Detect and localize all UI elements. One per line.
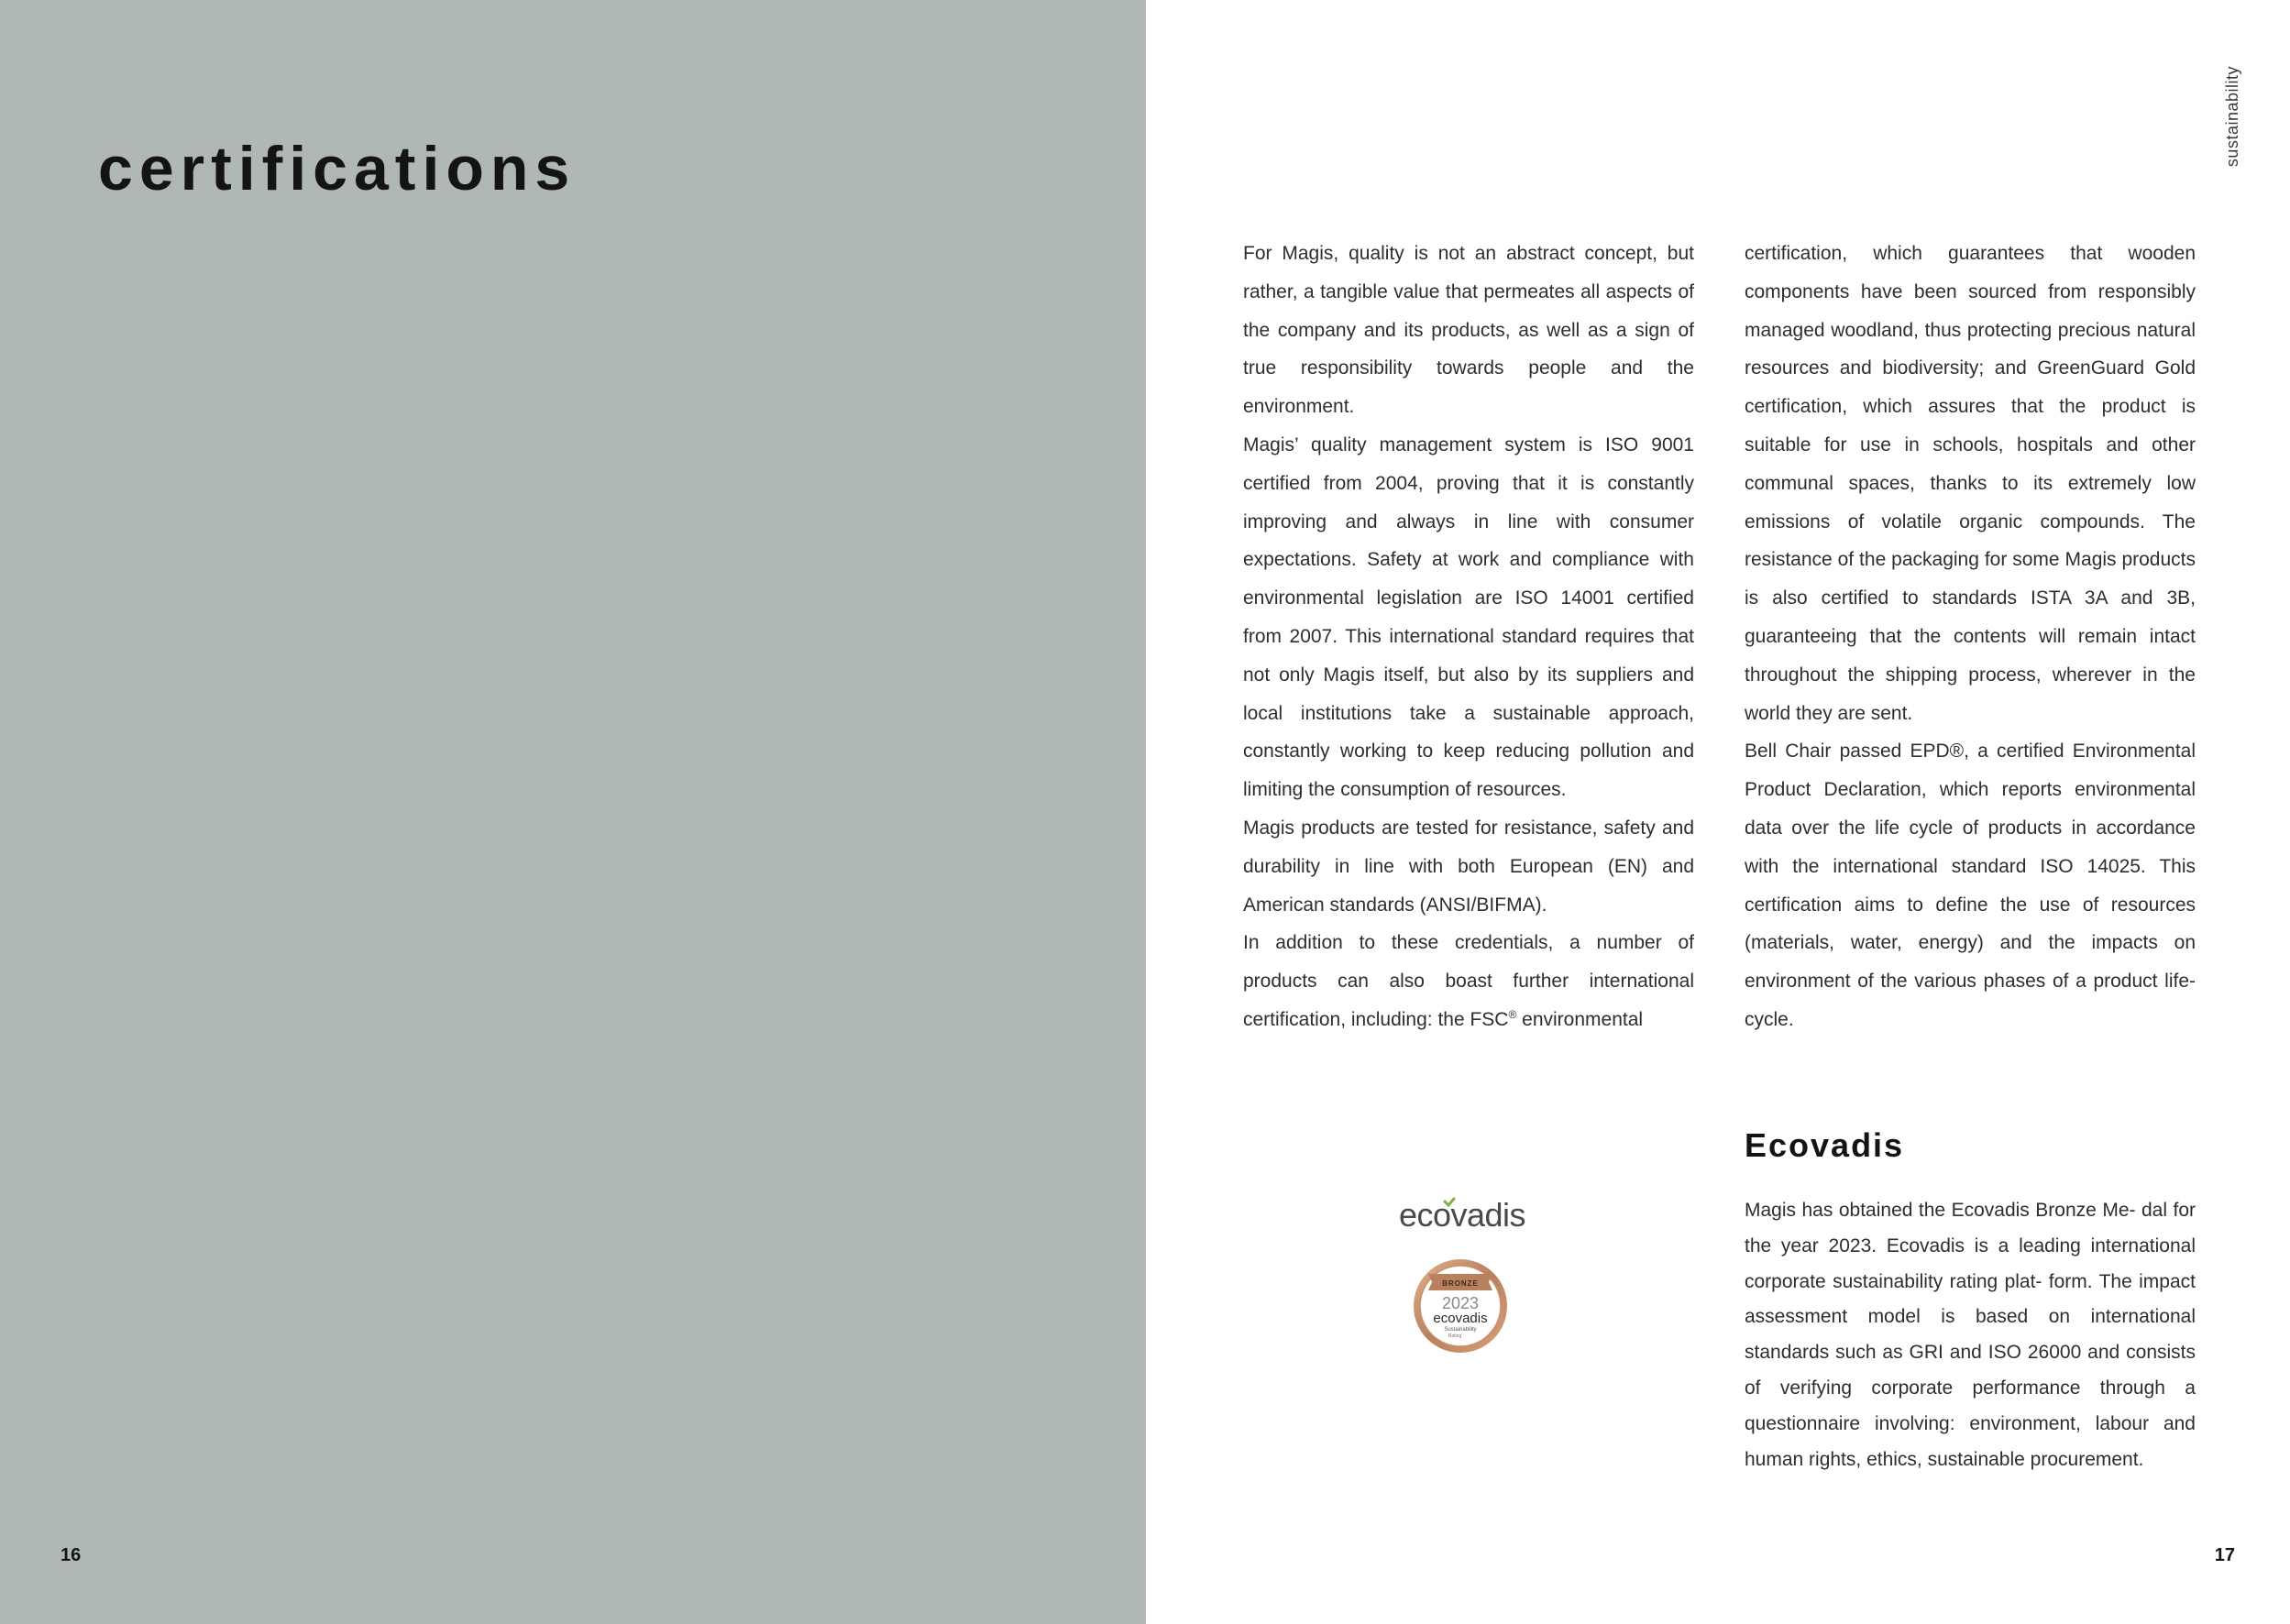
- medal-year: 2023: [1441, 1294, 1480, 1312]
- text-column-1: [1243, 235, 1694, 1039]
- medal-brand: ecovadis: [1433, 1311, 1488, 1326]
- ecovadis-paragraph: Magis has obtained the Ecovadis Bronze Me- dal for the year 2023. Ecovadis is a leading international corporate sustainability rating plat- form. The impact assessment model is based on international standards such as GRI and ISO 26000 and consists of verifying corporate performance through a questionnaire involving: environment, labour and human rights, ethics, sustainable procurement.: [1745, 1200, 2196, 1470]
- fsc-text-before: In addition to these credentials, a number of products can also boast further international certification, including: the FSC: [1243, 932, 1694, 1030]
- ecovadis-logo-text: ecovadis: [1398, 1196, 1526, 1234]
- page-number-left: 16: [61, 1545, 82, 1565]
- medal-tier: BRONZE: [1442, 1279, 1479, 1288]
- paragraph-quality-concept: For Magis, quality is not an abstract concept, but rather, a tangible value that permeates all aspects of the company and its products, as well as a sign of true responsibility towards people and the environment.: [1243, 243, 1694, 418]
- paragraph-bell-chair-epd: Bell Chair passed EPD®, a certified Environmental Product Declaration, which reports environmental data over the life cycle of products in accordance with the international standard ISO 14025. This certification aims to define the use of resources (materials, water, energy) and the impacts on environment of the various phases of a product life-cycle.: [1745, 741, 2196, 1030]
- registered-mark: ®: [1508, 1007, 1517, 1021]
- medal-line-2: Rating: [1448, 1333, 1462, 1339]
- page-number-right: 17: [2214, 1545, 2235, 1565]
- text-column-2: [1745, 235, 2196, 1039]
- ecovadis-bronze-medal: [1412, 1257, 1509, 1355]
- ecovadis-logo: [1384, 1191, 1540, 1237]
- paragraph-product-testing: Magis products are tested for resistance, safety and durability in line with both European (EN) and American standards (ANSI/BIFMA).: [1243, 817, 1694, 916]
- paragraph-fsc-greenguard: certification, which guarantees that wooden components have been sourced from responsibly managed woodland, thus protecting precious natural resources and biodiversity; and GreenGuard Gold certification, which assures that the product is suitable for use in schools, hospitals and other communal spaces, thanks to its extremely low emissions of volatile organic compounds. The resistance of the packaging for some Magis products is also certified to standards ISTA 3A and 3B, guaranteeing that the contents will remain intact throughout the shipping process, wherever in the world they are sent.: [1745, 243, 2196, 724]
- fsc-text-after: environmental: [1516, 1008, 1644, 1030]
- paragraph-further-certifications: [1243, 924, 1694, 1038]
- ecovadis-heading: Ecovadis: [1745, 1126, 1905, 1164]
- page-title: certifications: [98, 134, 577, 203]
- paragraph-iso-certifications: Magis’ quality management system is ISO 9001 certified from 2004, proving that it is constantly improving and always in line with consumer expectations. Safety at work and compliance with environmental legislation are ISO 14001 certified from 2007. This international standard requires that not only Magis itself, but also by its suppliers and local institutions take a sustainable approach, constantly working to keep reducing pollution and limiting the consumption of resources.: [1243, 433, 1694, 801]
- medal-line-1: Sustainability: [1444, 1327, 1477, 1333]
- section-label: sustainability: [2223, 66, 2241, 168]
